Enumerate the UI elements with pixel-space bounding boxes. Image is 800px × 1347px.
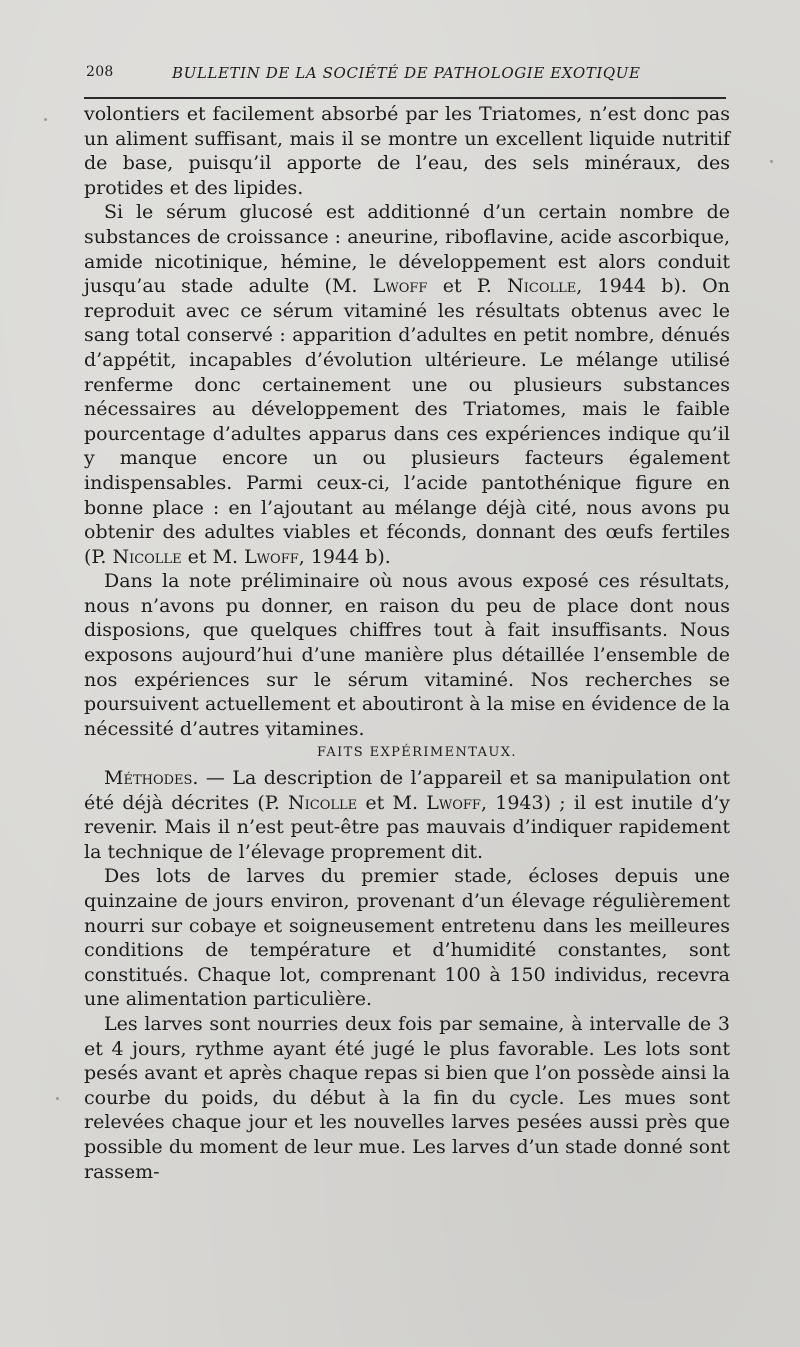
- paper-speck: [56, 1097, 59, 1100]
- paper-speck: [268, 735, 271, 738]
- paper-speck: [770, 160, 773, 163]
- author-name: Lwoff: [426, 791, 481, 814]
- text-run: — La description de l’appareil et sa manipulation ont été déjà décrites (P.: [84, 767, 730, 814]
- text-run: et M.: [357, 791, 427, 814]
- text-run: Si le sérum glucosé est additionné d’un certain nombre de substances de croissance : aneurine, riboflavine, acide ascorbique, amide nicotinique, hémine, le développement est alors conduit jusqu’au stade adulte (M.: [84, 201, 730, 298]
- author-name: Lwoff: [372, 275, 428, 298]
- author-name: Nicolle: [288, 791, 358, 814]
- paragraph-growth-substances: [84, 200, 730, 569]
- text-run: , 1944 b).: [298, 545, 391, 568]
- text-run: , 1944 b). On reproduit avec ce sérum vitaminé les résultats obtenus avec le sang total conservé : apparition d’adultes en petit nombre, dénués d’appétit, incapables d’évolution ultérieure. Le mélange utilisé renferme donc certainement une ou plusieurs substances nécessaires au développement des Triatomes, mais le faible pourcentage d’adultes apparus dans ces expériences indique qu’il y manque encore un ou plusieurs facteurs également indispensables. Parmi ceux-ci, l’acide pantothénique figure en bonne place : en l’ajoutant au mélange déjà cité, nous avons pu obtenir des adultes viables et féconds, donnant des œufs fertiles (P.: [84, 275, 730, 568]
- page-number: 208: [86, 64, 114, 80]
- paragraph-larvae-lots: Des lots de larves du premier stade, écloses depuis une quinzaine de jours environ, provenant d’un élevage régulièrement nourri sur cobaye et soigneusement entretenu dans les meilleures conditions de température et d’humidité constantes, sont constitués. Chaque lot, comprenant 100 à 150 individus, recevra une alimentation particulière.: [84, 865, 730, 1011]
- text-run: et M.: [181, 545, 245, 568]
- paper-speck: [44, 118, 47, 121]
- section-heading: FAITS EXPÉRIMENTAUX.: [317, 745, 517, 761]
- paragraph-methods: [84, 766, 730, 864]
- author-name: Nicolle: [507, 275, 577, 298]
- author-name: Lwoff: [244, 545, 299, 568]
- running-header: [86, 62, 726, 90]
- author-name: Nicolle: [112, 545, 182, 568]
- text-run: , 1943) ; il est inutile d’y revenir. Mais il n’est peut-être pas mauvais d’indiquer rapidement la technique de l’élevage proprement dit.: [84, 791, 730, 863]
- methods-lead: Méthodes.: [104, 767, 199, 790]
- header-rule: [84, 97, 726, 99]
- paragraph-feeding: Les larves sont nourries deux fois par semaine, à intervalle de 3 et 4 jours, rythme ayant été jugé le plus favorable. Les lots sont pesés avant et après chaque repas si bien que l’on possède ainsi la courbe du poids, du début à la fin du cycle. Les mues sont relevées chaque jour et les nouvelles larves pesées aussi près que possible du moment de leur mue. Les larves d’un stade donné sont rassem-: [84, 1012, 730, 1183]
- body-text: [84, 102, 730, 1184]
- paragraph-preliminary-note: Dans la note préliminaire où nous avous exposé ces résultats, nous n’avons pu donner, en raison du peu de place dont nous disposions, que quelques chiffres tout à fait insuffisants. Nous exposons aujourd’hui d’une manière plus détaillée l’ensemble de nos expériences sur le sérum vitaminé. Nos recherches se poursuivent actuellement et aboutiront à la mise en évidence de la nécessité d’autres vitamines.: [84, 570, 730, 740]
- journal-title: BULLETIN DE LA SOCIÉTÉ DE PATHOLOGIE EXOTIQUE: [172, 64, 641, 82]
- paragraph-continued: volontiers et facilement absorbé par les Triatomes, n’est donc pas un aliment suffisant, mais il se montre un excellent liquide nutritif de base, puisqu’il apporte de l’eau, des sels minéraux, des protides et des lipides.: [84, 103, 730, 199]
- text-run: et P.: [427, 275, 508, 298]
